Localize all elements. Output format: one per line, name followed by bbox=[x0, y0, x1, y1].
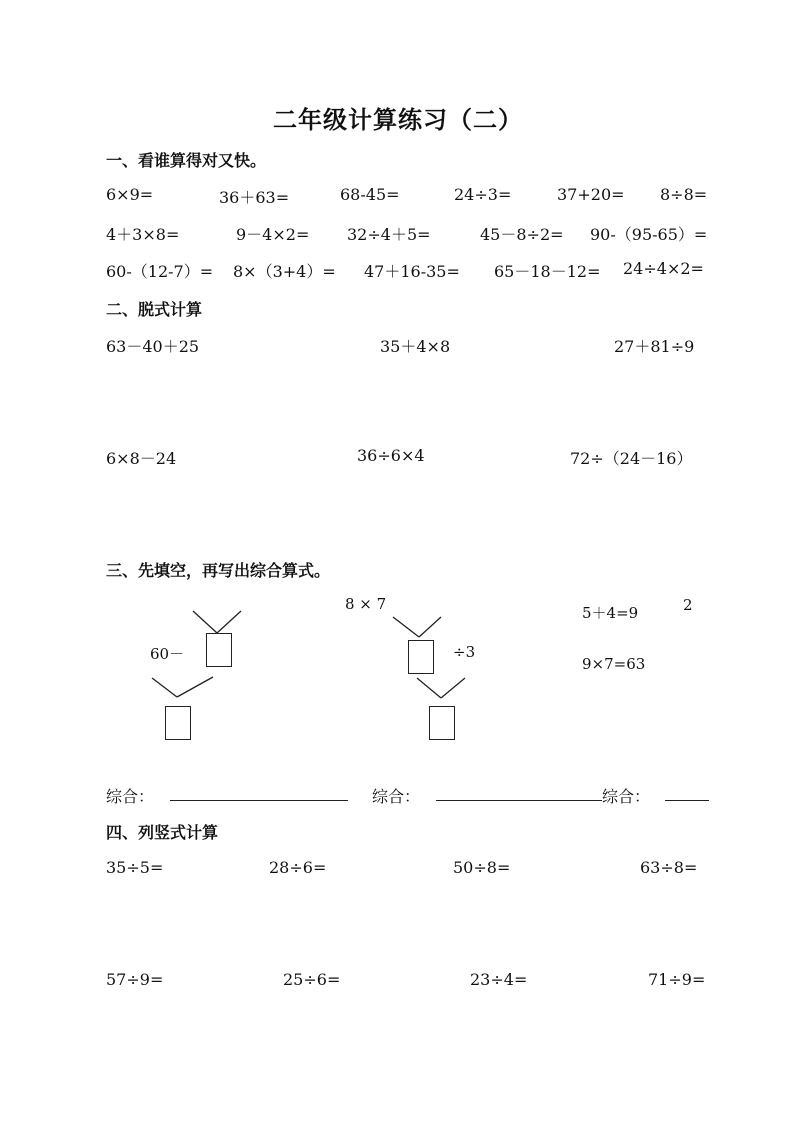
expression: 6×8－24 bbox=[106, 449, 177, 468]
problem: 65－18－12= bbox=[494, 262, 601, 281]
problem: 24÷3= bbox=[454, 185, 512, 204]
problem: 50÷8= bbox=[453, 858, 511, 877]
problem: 36＋63= bbox=[219, 188, 290, 207]
page-title: 二年级计算练习（二） bbox=[273, 105, 523, 134]
diagram3-equation: 5＋4=9 bbox=[582, 604, 639, 622]
answer-box[interactable] bbox=[165, 706, 191, 740]
expression: 36÷6×4 bbox=[357, 446, 425, 465]
problem: 8÷8= bbox=[660, 185, 708, 204]
answer-box[interactable] bbox=[206, 633, 232, 667]
section3-heading: 三、先填空，再写出综合算式。 bbox=[106, 561, 331, 580]
problem: 24÷4×2= bbox=[623, 259, 704, 278]
problem: 8×（3+4）= bbox=[233, 262, 336, 281]
answer-box[interactable] bbox=[408, 640, 434, 674]
zonghe-answer-line[interactable] bbox=[665, 800, 709, 801]
problem: 32÷4＋5= bbox=[347, 225, 431, 244]
section2-heading: 二、脱式计算 bbox=[106, 300, 203, 319]
problem: 45－8÷2= bbox=[480, 225, 564, 244]
zonghe-label: 综合： bbox=[602, 787, 651, 806]
problem: 60-（12-7）= bbox=[106, 262, 214, 281]
problem: 35÷5= bbox=[106, 858, 164, 877]
section4-heading: 四、列竖式计算 bbox=[106, 823, 219, 842]
problem: 63÷8= bbox=[640, 858, 698, 877]
section1-heading: 一、看谁算得对又快。 bbox=[106, 151, 267, 170]
problem: 4＋3×8= bbox=[106, 225, 180, 244]
problem: 28÷6= bbox=[269, 858, 327, 877]
answer-box[interactable] bbox=[429, 706, 455, 740]
expression: 63－40＋25 bbox=[106, 337, 200, 356]
expression: 72÷（24－16） bbox=[570, 449, 693, 468]
problem: 68-45= bbox=[340, 185, 400, 204]
problem: 9－4×2= bbox=[236, 225, 310, 244]
problem: 90-（95-65）= bbox=[590, 225, 708, 244]
problem: 37+20= bbox=[557, 185, 625, 204]
problem: 23÷4= bbox=[470, 970, 528, 989]
zonghe-answer-line[interactable] bbox=[436, 800, 602, 801]
expression: 35＋4×8 bbox=[380, 337, 451, 356]
expression: 27＋81÷9 bbox=[614, 337, 695, 356]
problem: 71÷9= bbox=[648, 970, 706, 989]
zonghe-label: 综合： bbox=[372, 787, 421, 806]
diagram3-number: 2 bbox=[683, 596, 693, 614]
zonghe-label: 综合： bbox=[106, 787, 155, 806]
zonghe-answer-line[interactable] bbox=[170, 800, 348, 801]
problem: 6×9= bbox=[106, 185, 154, 204]
diagram1-prefix: 60－ bbox=[150, 645, 185, 663]
diagram2-top: 8 × 7 bbox=[345, 595, 387, 613]
problem: 47＋16-35= bbox=[364, 262, 460, 281]
problem: 25÷6= bbox=[283, 970, 341, 989]
diagram3-equation: 9×7=63 bbox=[582, 655, 646, 673]
diagram2-operator: ÷3 bbox=[453, 643, 476, 661]
problem: 57÷9= bbox=[106, 970, 164, 989]
